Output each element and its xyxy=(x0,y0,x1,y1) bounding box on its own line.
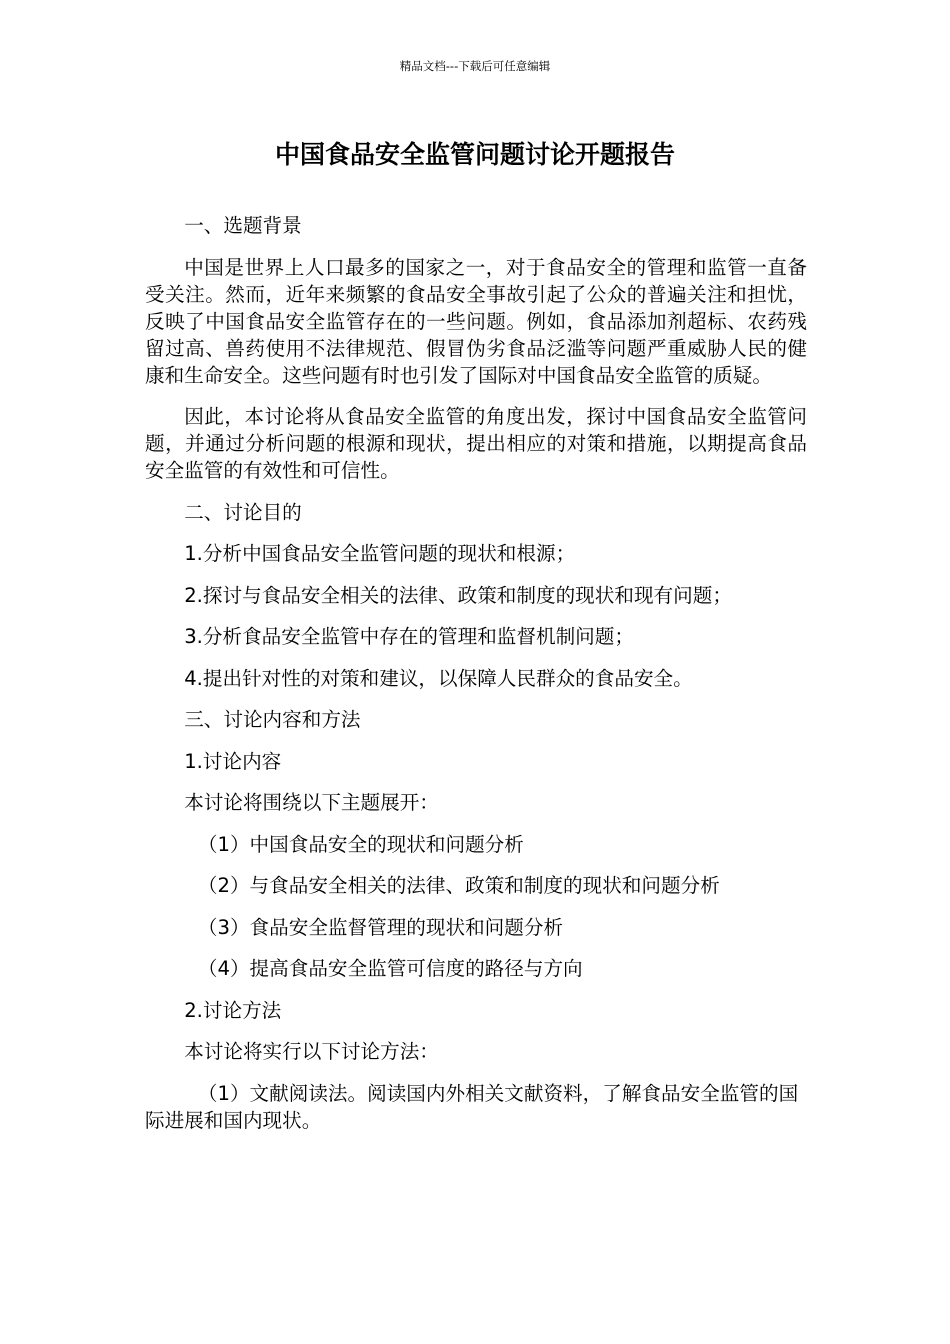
section1-paragraph-2: 因此，本讨论将从食品安全监管的角度出发，探讨中国食品安全监管问题，并通过分析问题的根源和现状，提出相应的对策和措施，以期提高食品安全监管的有效性和可信性。 xyxy=(145,405,807,482)
method-subheading: 2.讨论方法 xyxy=(184,998,282,1022)
content-item: （3）食品安全监督管理的现状和问题分析 xyxy=(197,915,564,939)
objective-item: 4.提出针对性的对策和建议，以保障人民群众的食品安全。 xyxy=(184,666,693,690)
section3-heading: 三、讨论内容和方法 xyxy=(184,708,361,731)
objective-item: 3.分析食品安全监管中存在的管理和监督机制问题； xyxy=(184,625,634,648)
method-item: （1）文献阅读法。阅读国内外相关文献资料，了解食品安全监管的国际进展和国内现状。 xyxy=(145,1081,799,1132)
section1-heading: 一、选题背景 xyxy=(184,214,302,237)
content-item: （4）提高食品安全监管可信度的路径与方向 xyxy=(197,957,583,980)
page-header: 精品文档---下载后可任意编辑 xyxy=(399,59,551,73)
section2-heading: 二、讨论目的 xyxy=(184,500,302,524)
content-item: （2）与食品安全相关的法律、政策和制度的现状和问题分析 xyxy=(197,874,720,897)
document-body xyxy=(145,212,807,1148)
document-title: 中国食品安全监管问题讨论开题报告 xyxy=(274,140,675,169)
content-subheading: 1.讨论内容 xyxy=(184,749,282,773)
method-intro: 本讨论将实行以下讨论方法： xyxy=(184,1040,439,1063)
objective-item: 2.探讨与食品安全相关的法律、政策和制度的现状和现有问题； xyxy=(184,583,732,607)
section1-paragraph-1: 中国是世界上人口最多的国家之一，对于食品安全的管理和监管一直备受关注。然而，近年来频繁的食品安全事故引起了公众的普遍关注和担忧，反映了中国食品安全监管存在的一些问题。例如，食品添加剂超标、农药残留过高、兽药使用不法律规范、假冒伪劣食品泛滥等问题严重威胁人民的健康和生命安全。这些问题有时也引发了国际对中国食品安全监管的质疑。 xyxy=(145,255,807,387)
content-item: （1）中国食品安全的现状和问题分析 xyxy=(197,832,524,856)
objective-item: 1.分析中国食品安全监管问题的现状和根源； xyxy=(184,542,576,565)
content-intro: 本讨论将围绕以下主题展开： xyxy=(184,791,439,814)
